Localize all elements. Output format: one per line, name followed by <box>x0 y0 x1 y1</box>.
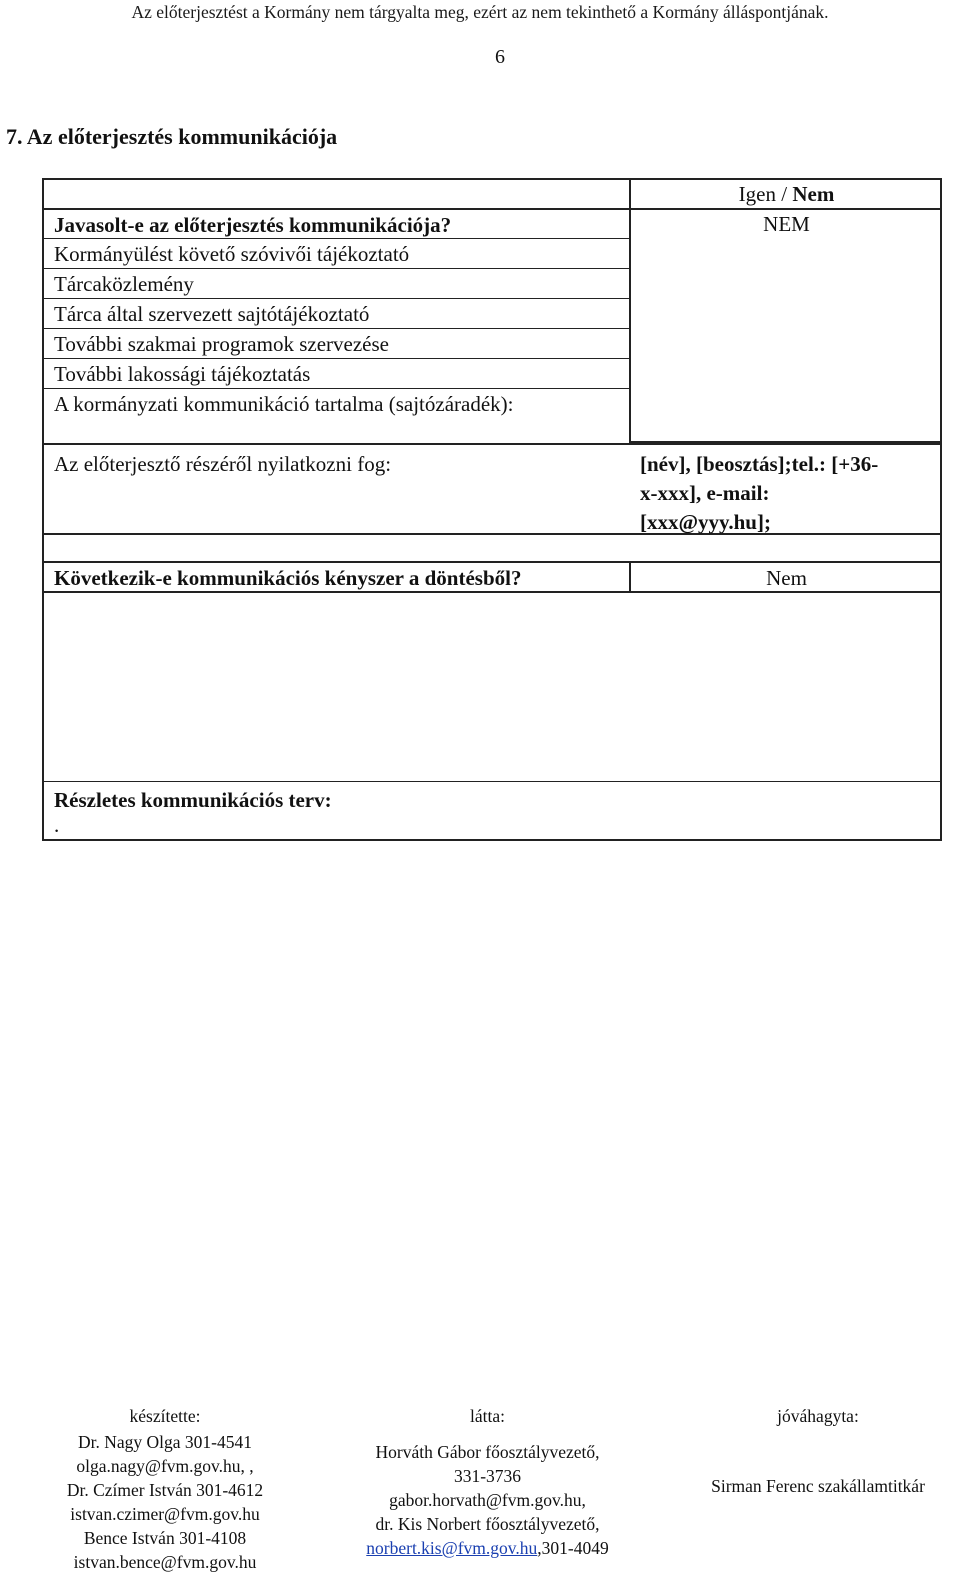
seen-by-line: gabor.horvath@fvm.gov.hu, <box>389 1490 586 1510</box>
prepared-by-line: istvan.bence@fvm.gov.hu <box>73 1552 257 1572</box>
option-item: Tárcaközlemény <box>54 272 194 296</box>
constraint-answer: Nem <box>766 566 807 590</box>
seen-by-label: látta: <box>470 1406 505 1426</box>
prepared-by-line: Bence István 301-4108 <box>83 1528 247 1548</box>
proposal-question: Javasolt-e az előterjesztés kommunikációja? <box>54 213 452 237</box>
row-separator <box>42 781 942 782</box>
prepared-by-line: Dr. Czímer István 301-4612 <box>66 1480 264 1500</box>
option-item: Tárca által szervezett sajtótájékoztató <box>54 302 370 326</box>
seen-by-line: 331-3736 <box>453 1466 522 1486</box>
table-row-spacer <box>42 533 942 563</box>
approved-by-line: Sirman Ferenc szakállamtitkár <box>711 1476 925 1496</box>
page-number: 6 <box>495 46 505 68</box>
section-title: 7. Az előterjesztés kommunikációja <box>6 124 338 149</box>
answer-header-igen: Igen / <box>738 182 788 206</box>
prepared-by-line: olga.nagy@fvm.gov.hu, , <box>76 1456 254 1476</box>
answer-header-nem: Nem <box>792 182 835 206</box>
plan-value: . <box>54 813 60 837</box>
phone-suffix: ,301-4049 <box>537 1538 609 1558</box>
document-header-note: Az előterjesztést a Kormány nem tárgyalta meg, ezért az nem tekinthető a Kormány álláspontjának. <box>131 2 829 22</box>
approved-by-label: jóváhagyta: <box>777 1406 859 1426</box>
seen-by-last-line <box>335 1536 640 1560</box>
option-item: Kormányülést követő szóvivői tájékoztató <box>54 242 410 266</box>
option-item: A kormányzati kommunikáció tartalma (sajtózáradék): <box>54 392 514 416</box>
prepared-by-block <box>40 1404 290 1574</box>
option-item: További lakossági tájékoztatás <box>54 362 311 386</box>
answer-value: NEM <box>763 212 810 236</box>
plan-label: Részletes kommunikációs terv: <box>54 788 332 812</box>
prepared-by-label: készítette: <box>129 1406 201 1426</box>
seen-by-block <box>335 1404 640 1560</box>
spokesperson-value-line: x-xxx], e-mail: <box>640 481 770 505</box>
prepared-by-line: istvan.czimer@fvm.gov.hu <box>70 1504 260 1524</box>
option-item: További szakmai programok szervezése <box>54 332 389 356</box>
spokesperson-label: Az előterjesztő részéről nyilatkozni fog: <box>54 452 392 476</box>
constraint-question: Következik-e kommunikációs kényszer a döntésből? <box>54 566 522 590</box>
spokesperson-value-line: [xxx@yyy.hu]; <box>640 510 771 534</box>
answer-header <box>631 179 942 209</box>
seen-by-line: dr. Kis Norbert főosztályvezető, <box>375 1514 600 1534</box>
seen-by-line: Horváth Gábor főosztályvezető, <box>375 1442 600 1462</box>
approved-by-block <box>690 1404 946 1498</box>
email-link[interactable]: norbert.kis@fvm.gov.hu <box>366 1538 538 1558</box>
spokesperson-value-line: [név], [beosztás];tel.: [+36- <box>640 452 879 476</box>
prepared-by-line: Dr. Nagy Olga 301-4541 <box>77 1432 252 1452</box>
